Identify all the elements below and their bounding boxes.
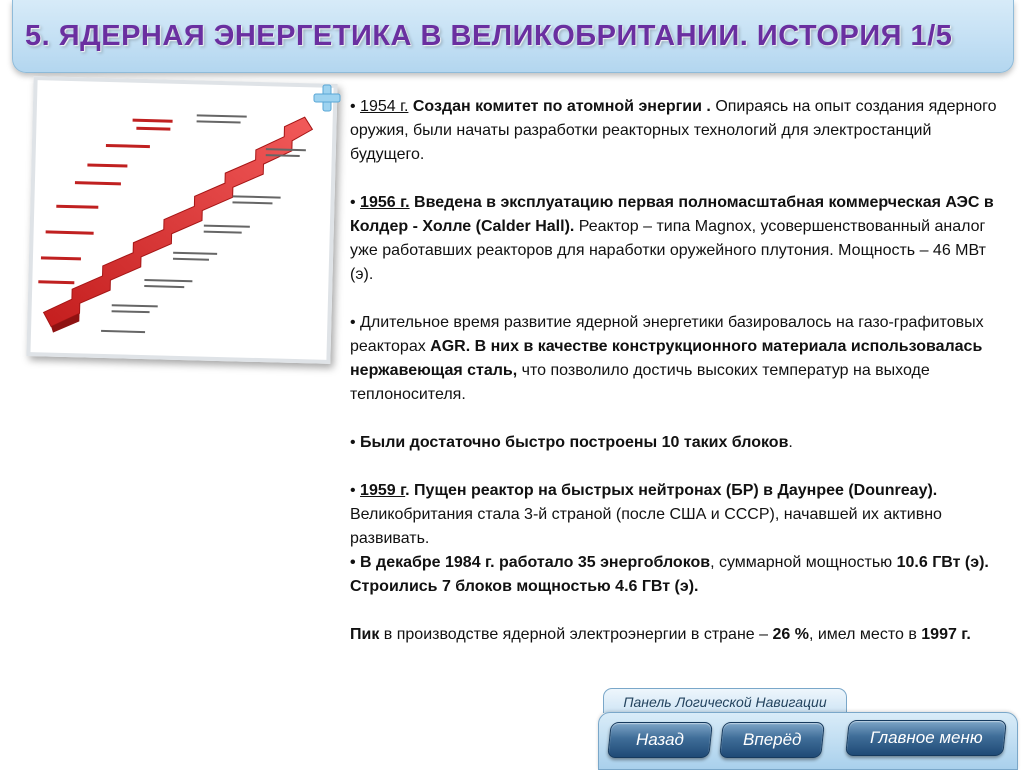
year-1956: 1956 г. <box>360 194 410 211</box>
paragraph-agr: • Длительное время развитие ядерной энергетики базировалось на газо-графитовых реакторах AGR. В них в качестве конструкционного материала использовалась нержавеющая сталь, что позволило достичь высоких температур на выходе теплоносителя. <box>350 314 984 403</box>
paragraph-peak: Пик в производстве ядерной электроэнергии в стране – 26 %, имел место в 1997 г. <box>350 626 971 643</box>
timeline-image[interactable] <box>26 76 337 364</box>
forward-button[interactable]: Вперёд <box>719 722 825 758</box>
slide-title: 5. ЯДЕРНАЯ ЭНЕРГЕТИКА В ВЕЛИКОБРИТАНИИ. ИСТОРИЯ 1/5 <box>25 20 953 52</box>
paragraph-1984: • В декабре 1984 г. работало 35 энергоблоков, суммарной мощностью 10.6 ГВт (э). Строились 7 блоков мощностью 4.6 ГВт (э). <box>350 554 989 595</box>
slide-body <box>350 95 1010 647</box>
year-1954: 1954 г. <box>360 98 409 115</box>
paragraph-blocks: • Были достаточно быстро построены 10 таких блоков. <box>350 434 793 451</box>
nav-panel-label: Панель Логической Навигации <box>603 688 847 713</box>
nav-panel <box>598 712 1018 770</box>
paragraph-1954: • 1954 г. Создан комитет по атомной энергии . Опираясь на опыт создания ядерного оружия, были начаты разработки реакторных технологий для электростанций будущего. <box>350 98 997 163</box>
back-button[interactable]: Назад <box>607 722 713 758</box>
year-1959: 1959 г <box>360 482 406 499</box>
title-bar <box>12 0 1014 73</box>
paragraph-1956: • 1956 г. Введена в эксплуатацию первая полномасштабная коммерческая АЭС в Колдер - Холле (Calder Hall). Реактор – типа Magnox, усовершенствованный аналог уже работавших реакторов для наработки оружейного плутония. Мощность – 46 МВт (э). <box>350 194 994 283</box>
paragraph-1959: • 1959 г. Пущен реактор на быстрых нейтронах (БР) в Даунрее (Dounreay). Великобритания стала 3-й страной (после США и СССР), начавшей их активно развивать. <box>350 482 942 547</box>
plus-icon[interactable] <box>313 84 341 112</box>
staircase-timeline-chart-icon <box>30 80 333 360</box>
main-menu-button[interactable]: Главное меню <box>845 720 1007 756</box>
